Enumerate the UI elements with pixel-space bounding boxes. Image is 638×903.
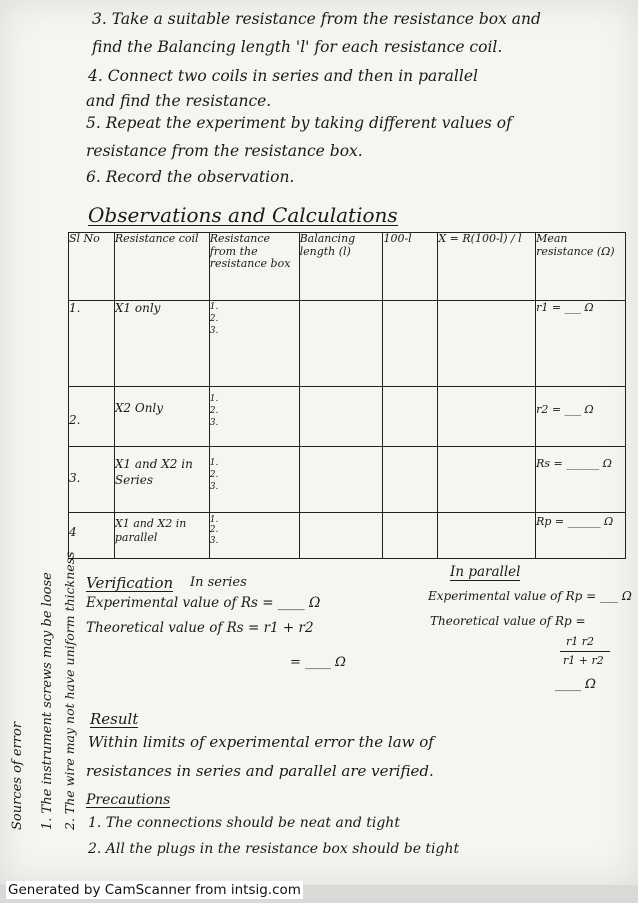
header-x-formula: X = R(100-l) / l: [438, 233, 536, 301]
footer-watermark: Generated by CamScanner from intsig.com: [8, 882, 301, 898]
parallel-theoretical: Theoretical value of Rp =: [430, 614, 586, 628]
verification-title: Verification: [86, 574, 174, 592]
trial-marks: 1. 2. 3.: [209, 387, 299, 447]
row-number: 1.: [69, 301, 115, 387]
row-mean: r1 = ___ Ω: [536, 301, 626, 387]
header-resistance-box: Resistance from the resistance box: [209, 233, 299, 301]
row-number: 3.: [69, 447, 115, 513]
result-line-1: Within limits of experimental error the law of: [88, 733, 434, 751]
table-row: [69, 447, 626, 513]
table-row: [69, 513, 626, 559]
trial-marks: 1. 2. 3.: [209, 301, 299, 387]
header-balancing-length: Balancing length (l): [299, 233, 383, 301]
step-4-line-1: 4. Connect two coils in series and then in parallel: [88, 67, 478, 85]
series-label: In series: [190, 575, 247, 590]
table-row: [69, 301, 626, 387]
row-mean: r2 = ___ Ω: [536, 387, 626, 447]
row-mean: Rs = ______ Ω: [536, 447, 626, 513]
header-100-minus-l: 100-l: [383, 233, 438, 301]
parallel-experimental: Experimental value of Rp = ___ Ω: [428, 589, 632, 603]
row-number: 4: [69, 513, 115, 559]
step-4-line-2: and find the resistance.: [86, 92, 272, 110]
observation-table: [68, 232, 626, 559]
error-item-1: 1. The instrument screws may be loose: [40, 572, 55, 830]
result-line-2: resistances in series and parallel are verified.: [86, 762, 434, 780]
step-3-line-2: find the Balancing length 'l' for each resistance coil.: [92, 38, 503, 56]
precaution-2: 2. All the plugs in the resistance box should be tight: [88, 841, 460, 857]
row-coil: X1 only: [114, 301, 209, 387]
row-mean: Rp = ______ Ω: [536, 513, 626, 559]
table-row: [69, 387, 626, 447]
fraction-bar: [560, 651, 610, 652]
parallel-numerator: r1 r2: [566, 635, 595, 648]
precaution-1: 1. The connections should be neat and tight: [88, 815, 400, 831]
row-number: 2.: [69, 387, 115, 447]
step-5-line-1: 5. Repeat the experiment by taking different values of: [86, 114, 512, 132]
result-title: Result: [90, 710, 139, 728]
header-mean-resistance: Mean resistance (Ω): [536, 233, 626, 301]
row-coil: X1 and X2 in Series: [114, 447, 209, 513]
parallel-result: ____ Ω: [555, 677, 596, 692]
series-experimental: Experimental value of Rs = ____ Ω: [86, 595, 321, 611]
step-5-line-2: resistance from the resistance box.: [86, 142, 363, 160]
step-6: 6. Record the observation.: [86, 168, 295, 186]
parallel-label: In parallel: [450, 564, 521, 580]
trial-marks: 1. 2. 3.: [209, 513, 299, 559]
observations-heading: Observations and Calculations: [88, 203, 398, 227]
precautions-title: Precautions: [86, 792, 171, 808]
header-sl-no: Sl No: [69, 233, 115, 301]
sources-of-error-title: Sources of error: [10, 721, 25, 830]
parallel-denominator: r1 + r2: [563, 654, 604, 667]
series-theoretical: Theoretical value of Rs = r1 + r2: [86, 620, 314, 636]
series-result: = ____ Ω: [290, 655, 346, 670]
trial-marks: 1. 2. 3.: [209, 447, 299, 513]
step-3-line-1: 3. Take a suitable resistance from the resistance box and: [92, 10, 541, 28]
error-item-2: 2. The wire may not have uniform thickness: [62, 551, 77, 830]
row-coil: X1 and X2 in parallel: [114, 513, 209, 559]
header-resistance-coil: Resistance coil: [114, 233, 209, 301]
row-coil: X2 Only: [114, 387, 209, 447]
